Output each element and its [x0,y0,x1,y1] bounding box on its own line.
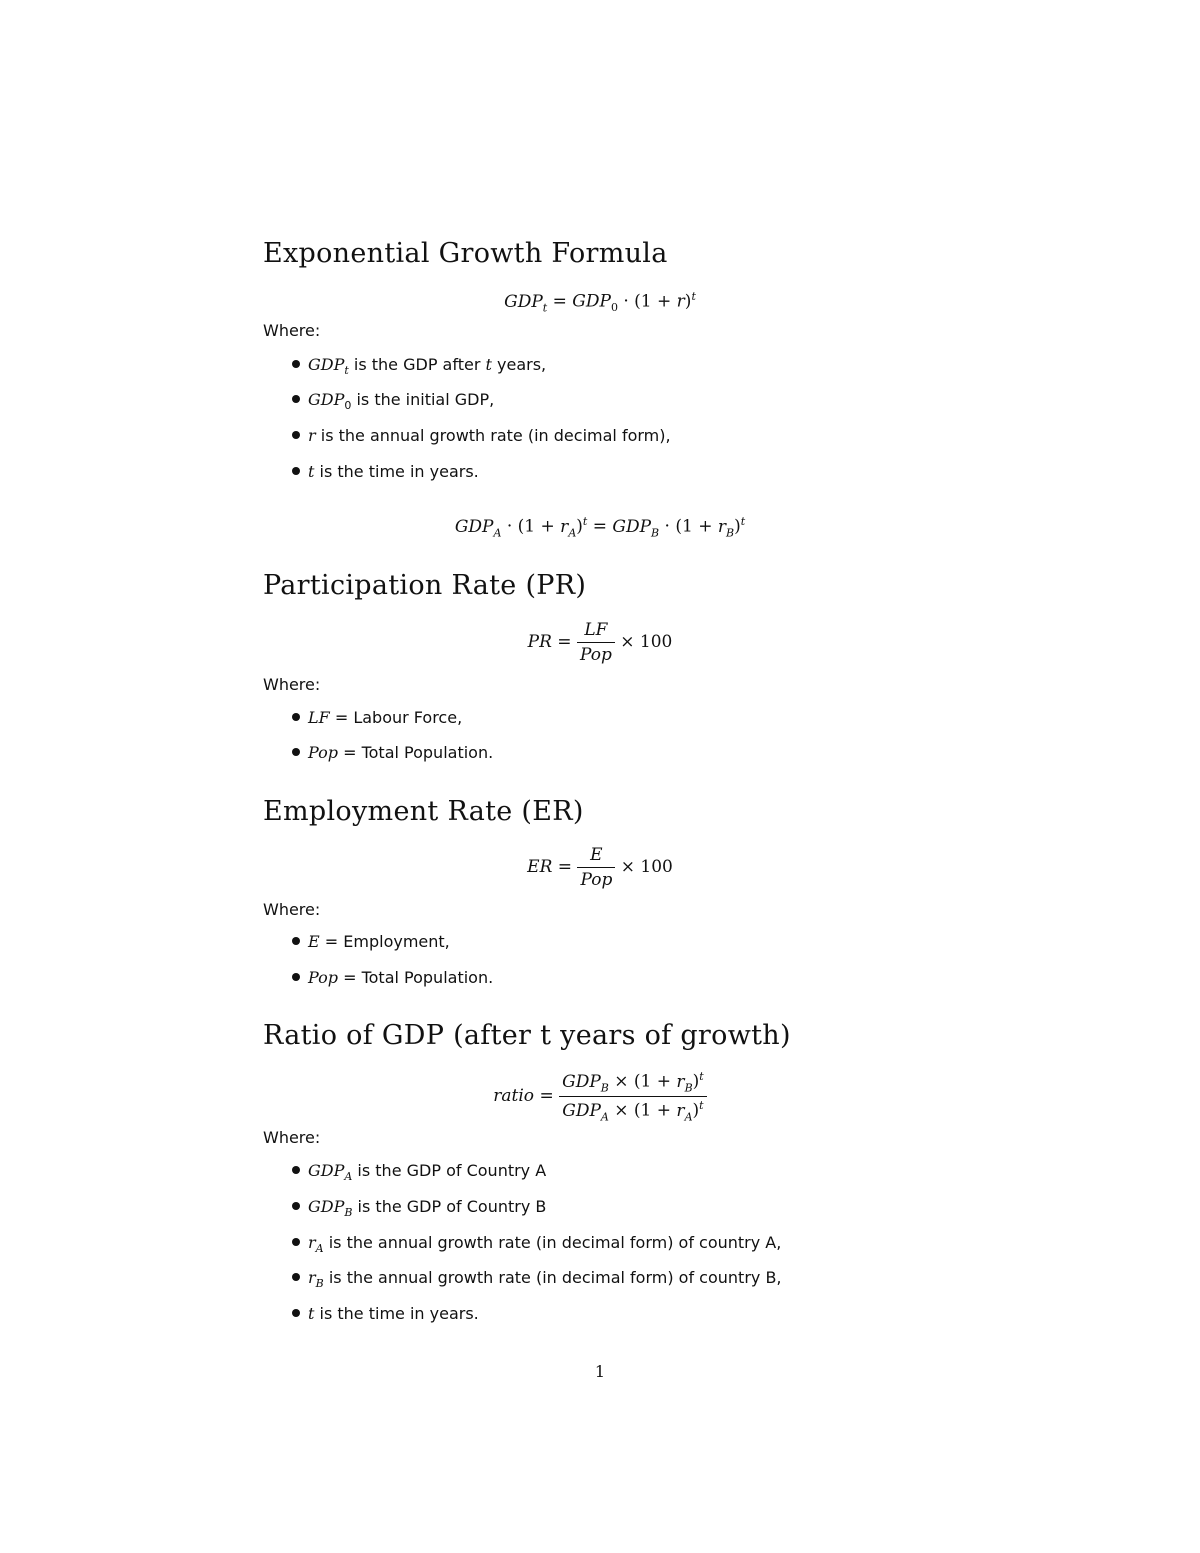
bullet-icon [292,1309,300,1317]
where-label: Where: [263,675,321,694]
bullet-icon [292,431,300,439]
section-heading: Exponential Growth Formula [263,238,668,269]
list-item: $GDP_A$ is the GDP of Country A [292,1161,546,1183]
where-label: Where: [263,900,321,919]
bullet-icon [292,1273,300,1281]
list-item: LF = Labour Force, [292,708,462,727]
bullet-icon [292,973,300,981]
formula-participation-rate: PR = $\frac{LF}{\text{Pop}}$ × 100 [527,620,673,665]
list-item: $r_B$ is the annual growth rate (in decimal form) of country B, [292,1268,782,1290]
list-item: $GDP_B$ is the GDP of Country B [292,1197,546,1219]
formula-equal-gdp: $GDP_A \cdot (1 + r_A)^t = GDP_B \cdot (1 + r_B)^t$ [454,515,746,540]
list-item: $r_A$ is the annual growth rate (in decimal form) of country A, [292,1233,781,1255]
where-label: Where: [263,1128,321,1147]
bullet-icon [292,1238,300,1246]
bullet-icon [292,937,300,945]
section-heading: Ratio of GDP (after t years of growth) [263,1020,791,1051]
list-item: $GDP_t$ is the GDP after t years, [292,355,546,377]
bullet-icon [292,1166,300,1174]
formula-exponential-growth: $GDP_t = GDP_0 \cdot (1 + r)^t$ [504,290,696,315]
formula-gdp-ratio: ratio = $\frac{GDP_B \times (1 + r_B)^t}{GDP_A \times (1 + r_A)^t}$ [0,1070,1200,1123]
list-item: t is the time in years. [292,462,479,481]
list-item: E = Employment, [292,932,450,951]
list-item: $GDP_0$ is the initial GDP, [292,390,494,412]
page-number: 1 [594,1362,606,1381]
where-label: Where: [263,321,321,340]
section-heading: Participation Rate (PR) [263,570,587,601]
bullet-icon [292,395,300,403]
list-item: Pop = Total Population. [292,743,493,762]
section-heading: Employment Rate (ER) [263,796,584,827]
list-item: r is the annual growth rate (in decimal form), [292,426,671,445]
bullet-icon [292,360,300,368]
bullet-icon [292,467,300,475]
bullet-icon [292,1202,300,1210]
list-item: Pop = Total Population. [292,968,493,987]
bullet-icon [292,748,300,756]
formula-employment-rate: ER = $\frac{E}{\text{Pop}}$ × 100 [527,845,673,890]
bullet-icon [292,713,300,721]
list-item: t is the time in years. [292,1304,479,1323]
